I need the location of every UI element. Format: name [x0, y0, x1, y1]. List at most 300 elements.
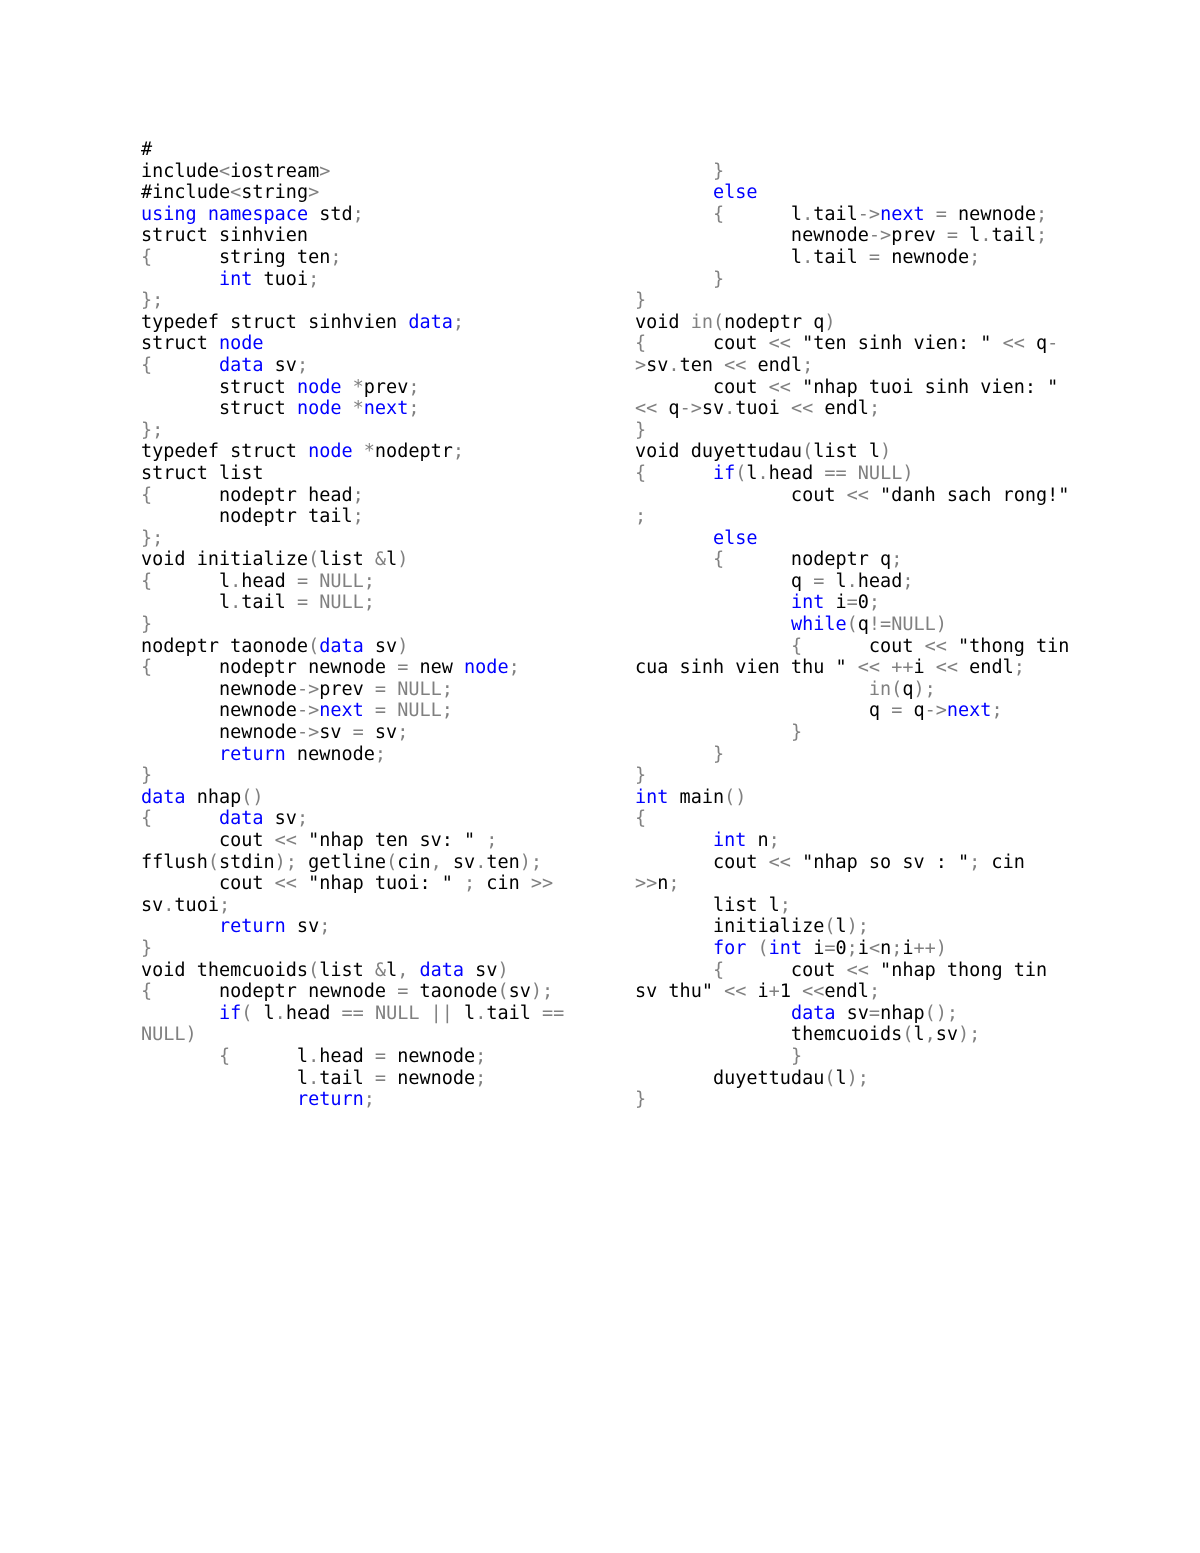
code-keyword: node — [464, 657, 509, 679]
code-punctuation: -> — [679, 398, 702, 420]
code-punctuation: ; — [668, 873, 680, 895]
code-punctuation: == — [824, 462, 847, 484]
code-text: "nhap tuoi: " — [296, 873, 465, 895]
code-text — [635, 636, 791, 657]
code-punctuation: ; — [464, 873, 476, 895]
code-punctuation: } — [635, 1089, 647, 1111]
code-text — [408, 960, 419, 981]
code-punctuation: ; — [319, 916, 331, 938]
code-punctuation: } — [141, 937, 153, 959]
code-text — [635, 161, 713, 182]
code-punctuation: << — [924, 635, 947, 657]
code-text: sv — [508, 981, 531, 1003]
code-text: ten — [486, 851, 520, 873]
code-punctuation: ); — [274, 851, 297, 873]
code-text: # — [141, 139, 153, 160]
code-text: cout — [802, 635, 925, 657]
code-punctuation: ( — [846, 614, 858, 636]
code-text — [635, 549, 713, 570]
code-text — [635, 204, 713, 225]
code-text: sv — [464, 959, 498, 981]
code-line — [141, 852, 571, 874]
code-punctuation: ; — [1036, 225, 1048, 247]
code-punctuation: ; — [363, 1089, 375, 1111]
code-text: 0 — [835, 937, 847, 959]
code-punctuation: in( — [690, 311, 725, 333]
code-line — [141, 873, 571, 895]
code-text — [635, 938, 713, 959]
code-text: stdin — [218, 851, 275, 873]
code-punctuation: << — [635, 398, 658, 420]
code-text: cout — [635, 376, 769, 398]
code-text: cin — [397, 851, 431, 873]
code-punctuation: ; — [352, 484, 364, 506]
code-text: n — [880, 937, 892, 959]
code-text: list — [319, 549, 375, 571]
code-text: fflush — [141, 851, 208, 873]
code-keyword: int — [218, 268, 253, 290]
code-line — [141, 182, 571, 204]
code-text — [635, 744, 713, 765]
code-text: i — [913, 657, 936, 679]
code-text: sv — [141, 894, 164, 916]
code-punctuation: ( — [802, 441, 814, 463]
code-keyword: data — [790, 1002, 836, 1024]
code-line — [635, 895, 1075, 917]
code-text — [925, 204, 936, 225]
code-text: #include — [141, 182, 231, 204]
code-punctuation: { — [712, 549, 725, 571]
code-text: endl — [746, 354, 803, 376]
code-keyword: if — [218, 1002, 242, 1024]
code-punctuation: = — [824, 937, 836, 959]
code-line — [141, 269, 571, 291]
code-text: themcuoids — [635, 1024, 903, 1046]
code-text: l — [913, 1024, 925, 1046]
code-text: cout — [646, 333, 769, 355]
code-text: l — [252, 1002, 275, 1024]
code-punctuation: , — [430, 851, 442, 873]
code-keyword: int — [712, 830, 747, 851]
code-punctuation: ; — [508, 657, 520, 679]
code-line — [635, 398, 1075, 420]
code-keyword: node — [296, 398, 342, 420]
code-line — [141, 808, 571, 830]
code-line — [635, 290, 1075, 312]
code-line — [141, 377, 571, 399]
code-punctuation: << — [790, 398, 814, 420]
code-punctuation: ; — [296, 808, 309, 830]
code-text: prev — [319, 678, 375, 700]
code-text: "nhap tuoi sinh vien: " — [790, 376, 1059, 398]
code-text: duyettudau — [635, 1067, 825, 1089]
code-punctuation: << — [274, 830, 297, 851]
code-punctuation: ; — [1036, 203, 1048, 225]
code-line — [141, 614, 571, 636]
code-punctuation: , — [397, 959, 409, 981]
code-text: "nhap thong tin — [868, 959, 1048, 981]
code-text: cout — [635, 851, 769, 873]
code-text: n — [746, 830, 769, 851]
code-text — [386, 679, 397, 700]
code-punctuation: & — [374, 959, 387, 981]
code-text: sv — [935, 1024, 959, 1046]
code-punctuation: ; — [408, 398, 420, 420]
code-punctuation: ; — [308, 268, 320, 290]
code-punctuation: ; — [218, 894, 231, 916]
code-punctuation: . — [668, 354, 680, 376]
code-text — [635, 960, 713, 981]
code-text — [635, 722, 791, 743]
code-punctuation: << — [857, 657, 881, 679]
code-text: endl — [813, 398, 869, 420]
code-text: sv — [363, 635, 398, 657]
code-keyword: data — [218, 808, 264, 830]
code-text: sv — [285, 916, 320, 938]
code-line — [635, 1046, 1075, 1068]
code-line — [141, 225, 571, 247]
code-text: newnode — [946, 203, 1037, 225]
code-punctuation: (); — [924, 1002, 959, 1024]
code-punctuation: ( — [308, 959, 320, 981]
code-text: cout — [141, 830, 275, 851]
code-punctuation: ; — [891, 549, 903, 571]
code-line — [635, 1068, 1075, 1090]
code-punctuation: , — [924, 1024, 936, 1046]
code-text — [197, 204, 208, 225]
code-line — [141, 787, 571, 809]
code-punctuation: = — [935, 203, 947, 225]
code-line — [635, 377, 1075, 399]
code-keyword: next — [880, 203, 925, 225]
code-punctuation: << — [724, 981, 747, 1003]
code-text — [635, 830, 713, 851]
code-text: q — [1024, 333, 1048, 355]
code-line — [141, 333, 571, 355]
code-line — [141, 1068, 571, 1090]
code-text: l — [724, 203, 803, 225]
code-line — [635, 636, 1075, 658]
code-punctuation: } — [790, 1045, 803, 1067]
code-line — [635, 506, 1075, 528]
code-text: sv — [319, 722, 353, 744]
code-keyword: using — [141, 203, 197, 225]
code-punctuation: < — [868, 937, 881, 959]
code-punctuation: { — [141, 246, 153, 268]
code-line — [141, 981, 571, 1003]
code-punctuation: }; — [141, 527, 164, 549]
code-punctuation: ( — [497, 981, 509, 1003]
code-punctuation: ; — [779, 894, 791, 916]
code-punctuation: == — [542, 1002, 565, 1024]
code-line — [635, 981, 1075, 1003]
code-punctuation: + — [768, 981, 780, 1003]
code-punctuation: ( — [757, 937, 769, 959]
code-line — [141, 895, 571, 917]
code-punctuation: NULL; — [397, 678, 453, 700]
code-text: l — [835, 1067, 847, 1089]
code-punctuation: { — [141, 354, 153, 376]
code-punctuation: < — [218, 160, 231, 182]
code-text: tuoi — [735, 398, 791, 420]
code-punctuation: . — [980, 225, 992, 247]
code-text: "ten sinh vien: " — [790, 333, 1003, 355]
code-punctuation: ; — [868, 981, 881, 1003]
code-text: initialize — [635, 916, 825, 938]
code-punctuation: ); — [913, 678, 936, 700]
code-text: i — [902, 937, 914, 959]
code-punctuation: << — [846, 484, 869, 506]
code-punctuation: ++) — [913, 937, 947, 959]
code-punctuation: { — [141, 657, 153, 679]
code-keyword: int — [790, 592, 825, 614]
code-punctuation: << — [768, 851, 791, 873]
code-punctuation: ; — [486, 830, 498, 851]
code-punctuation: << — [768, 376, 791, 398]
code-column-right — [635, 139, 1075, 1111]
code-punctuation: ) — [497, 959, 509, 981]
code-line — [635, 765, 1075, 787]
code-line — [141, 571, 571, 593]
code-punctuation: . — [846, 570, 858, 592]
code-text: void themcuoids — [141, 959, 309, 981]
code-punctuation: . — [724, 398, 736, 420]
code-punctuation: ; — [635, 506, 647, 528]
code-line — [141, 679, 571, 701]
code-punctuation: ( — [824, 1067, 836, 1089]
code-punctuation: } — [635, 290, 647, 312]
code-text: l — [635, 246, 803, 268]
code-text: cua sinh vien thu " — [635, 657, 858, 679]
code-text: l — [835, 916, 847, 938]
code-text: sv — [701, 398, 725, 420]
code-keyword: int — [768, 937, 803, 959]
code-text: q — [902, 678, 914, 700]
code-line — [635, 852, 1075, 874]
code-line — [635, 571, 1075, 593]
code-text: struct — [141, 398, 297, 420]
code-text — [342, 377, 353, 398]
code-punctuation: ; — [802, 354, 814, 376]
code-punctuation: ; — [452, 441, 465, 463]
code-line — [635, 938, 1075, 960]
code-text: getline — [296, 851, 387, 873]
code-line — [141, 938, 571, 960]
code-text: nodeptr tail — [141, 506, 353, 528]
code-text: newnode — [141, 700, 297, 722]
code-punctuation: . — [230, 570, 242, 592]
code-punctuation: * — [363, 441, 375, 463]
code-text — [847, 463, 858, 484]
code-text — [364, 700, 375, 721]
code-punctuation: -> — [296, 700, 320, 722]
code-text — [141, 1003, 219, 1024]
code-punctuation: ( — [386, 851, 398, 873]
code-punctuation: ; — [991, 700, 1003, 722]
code-punctuation: . — [308, 1045, 320, 1067]
code-text — [635, 269, 713, 290]
code-keyword: data — [319, 635, 364, 657]
code-text — [880, 657, 891, 678]
code-text: typedef struct — [141, 441, 309, 463]
code-text: newnode — [285, 743, 375, 765]
code-text — [141, 916, 219, 937]
code-line — [635, 333, 1075, 355]
code-text: void — [635, 311, 691, 333]
code-line — [141, 592, 571, 614]
code-punctuation: ; — [475, 1067, 487, 1089]
code-text: q — [635, 570, 814, 592]
code-punctuation: == — [341, 1002, 364, 1024]
code-line — [141, 744, 571, 766]
code-line — [141, 765, 571, 787]
code-keyword: else — [712, 527, 758, 549]
code-punctuation: . — [274, 1002, 286, 1024]
code-punctuation: ) — [824, 311, 836, 333]
code-text: 0 — [857, 592, 869, 614]
code-line — [635, 830, 1075, 852]
code-text — [746, 938, 757, 959]
code-text: l — [958, 225, 981, 247]
code-line — [635, 355, 1075, 377]
code-line — [635, 1089, 1075, 1111]
code-punctuation: } — [712, 160, 725, 182]
code-line — [141, 636, 571, 658]
code-text: 1 — [779, 981, 803, 1003]
code-line — [635, 485, 1075, 507]
code-punctuation: = — [891, 700, 903, 722]
code-text: l — [452, 1002, 476, 1024]
code-punctuation: -> — [924, 700, 947, 722]
code-line — [635, 549, 1075, 571]
code-punctuation: << — [1002, 333, 1025, 355]
code-punctuation: > — [308, 182, 320, 204]
code-punctuation: } — [635, 419, 647, 441]
code-punctuation: = — [813, 570, 825, 592]
code-line — [635, 161, 1075, 183]
code-line — [141, 549, 571, 571]
code-punctuation: ; — [475, 1045, 487, 1067]
code-text — [342, 398, 353, 419]
code-line — [141, 204, 571, 226]
code-punctuation: { — [141, 981, 153, 1003]
code-punctuation: = — [868, 1002, 881, 1024]
code-punctuation: { — [712, 959, 725, 981]
code-text: tail — [813, 203, 858, 225]
code-punctuation: << — [274, 873, 297, 895]
code-line — [141, 355, 571, 377]
code-line — [141, 161, 571, 183]
code-line — [635, 204, 1075, 226]
code-text: ten — [679, 354, 725, 376]
code-punctuation: ; — [397, 722, 409, 744]
code-keyword: return — [218, 916, 286, 938]
code-line — [141, 1024, 571, 1046]
code-punctuation: = — [374, 700, 387, 722]
code-keyword: node — [218, 333, 264, 355]
code-punctuation: ; — [408, 376, 420, 398]
code-punctuation: } — [141, 614, 153, 636]
code-text: nodeptr q — [724, 549, 892, 571]
code-text: l — [824, 570, 847, 592]
code-text: sv thu" — [635, 981, 725, 1003]
code-text: cout — [724, 959, 847, 981]
code-keyword: data — [141, 786, 186, 808]
code-text: "nhap ten sv: " — [296, 830, 487, 851]
code-line — [635, 225, 1075, 247]
code-text: nodeptr q — [724, 311, 825, 333]
code-text: newnode — [141, 722, 297, 744]
code-line — [635, 873, 1075, 895]
code-line — [635, 1003, 1075, 1025]
code-line — [635, 312, 1075, 334]
code-punctuation: ( — [207, 851, 219, 873]
code-punctuation: ; — [352, 203, 364, 225]
code-text: nhap — [185, 786, 242, 808]
code-text: endl — [824, 981, 869, 1003]
code-text: l — [152, 570, 231, 592]
code-text: i — [802, 937, 825, 959]
code-punctuation: = — [946, 225, 959, 247]
code-punctuation: NULL; — [319, 592, 375, 614]
code-text — [364, 1003, 375, 1024]
code-keyword: return — [296, 1089, 364, 1111]
code-text: nodeptr newnode — [152, 657, 398, 679]
code-punctuation: = — [397, 657, 409, 679]
code-text: q — [902, 700, 925, 722]
code-punctuation: . — [757, 462, 769, 484]
code-punctuation: ; — [868, 592, 881, 614]
code-text: tuoi — [174, 894, 219, 916]
code-punctuation: ); — [519, 851, 543, 873]
code-text — [141, 1046, 219, 1067]
code-punctuation: ; — [330, 246, 342, 268]
code-punctuation: = — [296, 592, 309, 614]
code-text: std — [308, 203, 353, 225]
code-text: l — [141, 592, 231, 614]
code-keyword: data — [419, 959, 465, 981]
code-text: tail — [319, 1067, 375, 1089]
code-line — [635, 700, 1075, 722]
code-punctuation: ; — [969, 246, 981, 268]
code-punctuation: }; — [141, 419, 164, 441]
code-keyword: namespace — [207, 203, 309, 225]
code-line — [635, 722, 1075, 744]
code-keyword: return — [218, 743, 286, 765]
code-line — [635, 960, 1075, 982]
code-text: newnode — [141, 678, 297, 700]
code-text — [353, 441, 364, 462]
code-punctuation: . — [475, 851, 487, 873]
code-text: newnode — [386, 1067, 476, 1089]
code-punctuation: ); — [846, 916, 869, 938]
code-text: q — [635, 700, 892, 722]
code-punctuation: ); — [846, 1067, 869, 1089]
code-punctuation: in( — [868, 678, 903, 700]
code-punctuation: . — [802, 246, 814, 268]
code-line — [141, 506, 571, 528]
code-punctuation: } — [790, 722, 803, 744]
code-punctuation: ; — [1013, 657, 1025, 679]
code-keyword: node — [308, 441, 353, 463]
code-text: sv — [646, 354, 669, 376]
code-punctuation: ; — [868, 398, 881, 420]
code-line — [141, 657, 571, 679]
code-line — [635, 247, 1075, 269]
code-punctuation: ; — [352, 506, 364, 528]
code-punctuation: ; — [969, 851, 981, 873]
code-punctuation: = — [352, 722, 364, 744]
